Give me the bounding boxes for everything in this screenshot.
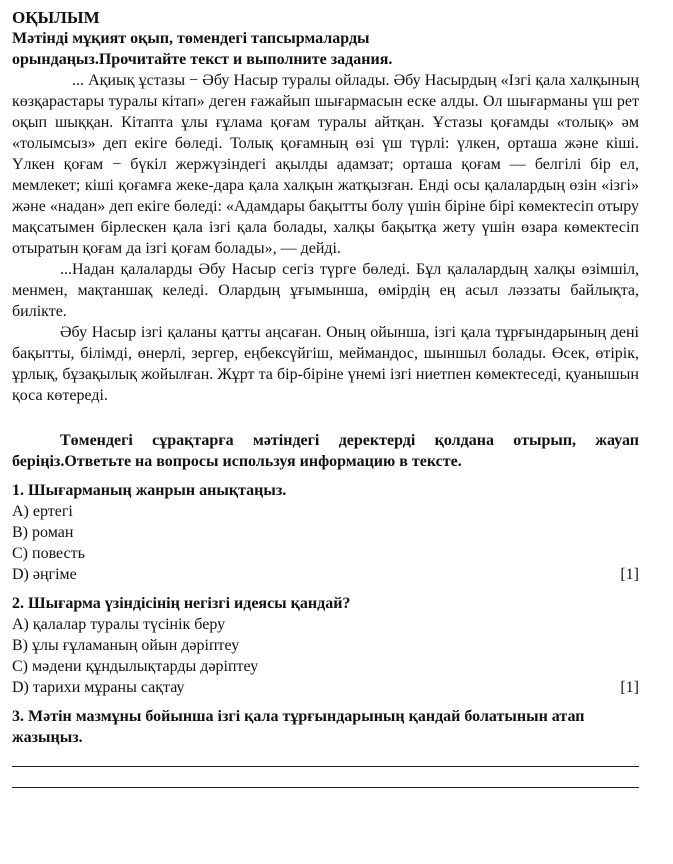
q2-option-d[interactable] xyxy=(12,677,639,698)
option-label: D) әңгіме xyxy=(12,566,77,583)
text-paragraph-1: ... Ақиық ұстазы − Әбу Насыр туралы ойлады. Әбу Насырдың «Ізгі қала халқының көзқарастары туралы кітап» деген ғажайып шығармасын еске алды. Ол шығарманы үш рет оқып шыққан. Кітапта ұлы ғұлама қоғам туралы айтқан. Ұстазы қоғамды «толық» әм «толымсыз» деп екіге бөледі. Толық қоғамның өзі үш түрлі: үлкен, орташа және кіші. Үлкен қоғам − бүкіл жержүзіндегі ақылды адамзат; орташа қоғам — белгілі бір ел, мемлекет; кіші қоғамға жеке-дара қала халқын жатқызған. Енді осы қалалардың өзін «ізгі» және «надан» деп екіге бөледі: «Адамдары бақытты болу үшін біріне бірі көмектесіп отыру мақсатымен бірлескен қала ізгі қала болады, халқы бақытқа жету үшін өзара көмектесіп отыратын қоғам да ізгі қоғам болады», — дейді. xyxy=(12,72,639,257)
task-line-1: Мәтінді мұқият оқып, төмендегі тапсырмаларды xyxy=(12,30,370,47)
questions-instruction: Төмендегі сұрақтарға мәтіндегі деректерді қолдана отырып, жауап беріңіз.Ответьте на вопросы используя информацию в тексте. xyxy=(12,432,639,470)
option-label: A) ертегі xyxy=(12,503,73,520)
option-label: D) тарихи мұраны сақтау xyxy=(12,679,185,696)
q1-option-b[interactable] xyxy=(12,522,639,543)
answer-line-1[interactable] xyxy=(12,754,639,767)
question-2: 2. Шығарма үзіндісінің негізгі идеясы қандай? xyxy=(12,595,351,612)
text-paragraph-3: Әбу Насыр ізгі қаланы қатты аңсаған. Оның ойынша, ізгі қала тұрғындарының дені бақытты, білімді, өнерлі, зергер, еңбексүйгіш, меймандос, шыншыл болады. Өсек, өтірік, ұрлық, бұзақылық жойылған. Жұрт та бір-біріне үнемі ізгі ниетпен көмектеседі, қуанышын қоса көтереді. xyxy=(12,324,639,404)
section-title: ОҚЫЛЫМ xyxy=(12,8,100,27)
question-1: 1. Шығарманың жанрын анықтаңыз. xyxy=(12,482,287,499)
option-label: C) мәдени құндылықтарды дәріптеу xyxy=(12,658,259,675)
q1-mark: [1] xyxy=(620,566,639,583)
text-paragraph-2: ...Надан қалаларды Әбу Насыр сегіз түрге бөледі. Бұл қалалардың халқы өзімшіл, менмен, мақтаншақ келеді. Олардың ұғымынша, өмірдің ең асыл ләззаты байлықта, билікте. xyxy=(12,261,639,320)
answer-line-2[interactable] xyxy=(12,775,639,788)
task-instruction xyxy=(12,28,639,70)
q2-mark: [1] xyxy=(620,679,639,696)
option-label: A) қалалар туралы түсінік беру xyxy=(12,616,226,633)
option-label: B) ұлы ғұламаның ойын дәріптеу xyxy=(12,637,240,654)
option-label: C) повесть xyxy=(12,545,85,562)
q2-option-b[interactable] xyxy=(12,635,639,656)
q2-option-a[interactable] xyxy=(12,614,639,635)
q1-option-d[interactable] xyxy=(12,564,639,585)
task-line-2: орындаңыз.Прочитайте текст и выполните задания. xyxy=(12,51,393,68)
q2-option-c[interactable] xyxy=(12,656,639,677)
q1-option-c[interactable] xyxy=(12,543,639,564)
option-label: B) роман xyxy=(12,524,74,541)
question-3: 3. Мәтін мазмұны бойынша ізгі қала тұрғындарының қандай болатынын атап жазыңыз. xyxy=(12,708,585,746)
q1-option-a[interactable] xyxy=(12,501,639,522)
